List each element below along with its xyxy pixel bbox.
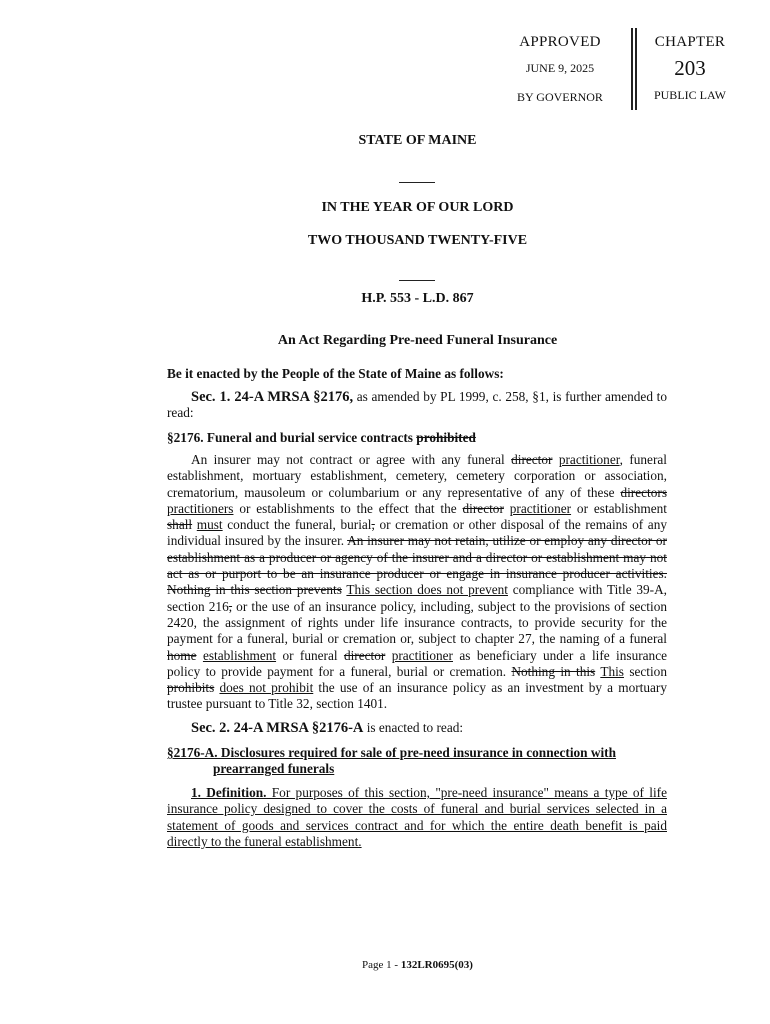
- section-2176-heading: §2176. Funeral and burial service contracts prohibited: [167, 430, 476, 445]
- section-1-text: as amended by PL 1999, c. 258, §1, is further amended to read:: [167, 389, 667, 421]
- section-2176A-heading: §2176-A. Disclosures required for sale of pre-need insurance in connection with prearranged funerals: [167, 745, 617, 777]
- section-2: [167, 720, 667, 736]
- act-title: An Act Regarding Pre-need Funeral Insurance: [277, 333, 558, 348]
- title-rule-2: [399, 280, 435, 281]
- state-title: STATE OF MAINE: [358, 133, 477, 148]
- document-id: 132LR0695(03): [400, 959, 473, 971]
- section-2-label: Sec. 2. 24-A MRSA §2176-A: [191, 720, 364, 736]
- bill-number: H.P. 553 - L.D. 867: [361, 291, 474, 306]
- header-divider-left: [631, 28, 633, 110]
- approved-label: APPROVED: [519, 34, 601, 50]
- chapter-block: [645, 34, 735, 103]
- section-2176A-definition: [167, 785, 667, 850]
- year-line-2: TWO THOUSAND TWENTY-FIVE: [307, 233, 528, 248]
- header-divider-right: [635, 28, 637, 110]
- approval-date: JUNE 9, 2025: [525, 61, 595, 75]
- law-type: PUBLIC LAW: [653, 88, 727, 102]
- struck-heading-word: prohibited: [416, 430, 476, 445]
- section-1: [167, 389, 667, 422]
- by-governor-label: BY GOVERNOR: [517, 90, 603, 104]
- page-footer: [0, 959, 770, 971]
- section-1-label: Sec. 1. 24-A MRSA §2176,: [191, 389, 354, 405]
- section-2176-paragraph: An insurer may not contract or agree with any funeral director practitioner, funeral establishment, mortuary establishment, cemetery, cemetery corporation or association, crematorium, mausoleum or columbarium or any representative of any of these directors practitioners or establishments to the effect that the director practitioner or establishment shall must conduct the funeral, burial, or cremation or other disposal of the remains of any individual insured by the insurer. An insurer may not retain, utilize or employ any director or establishment as a producer or agency of the insurer and a director or establishment may not act as or purport to be an insurance producer or engage in insurance producer activities. Nothing in this section prevents This section does not prevent compliance with Title 39-A, section 216, or the use of an insurance policy, including, subject to the provisions of section 2420, the assignment of rights under life insurance contracts, to provide security for the payment for a funeral, burial or cremation or, subject to chapter 27, the naming of a funeral home establishment or funeral director practitioner as beneficiary under a life insurance policy to provide payment for a funeral, burial or cremation. Nothing in this This section prohibits does not prohibit the use of an insurance policy as an investment by a mortuary trustee pursuant to Title 32, section 1401.: [167, 452, 668, 712]
- approval-block: [480, 34, 640, 105]
- chapter-label: CHAPTER: [654, 34, 726, 50]
- page-number: Page 1 -: [362, 959, 401, 971]
- year-line-1: IN THE YEAR OF OUR LORD: [321, 200, 514, 215]
- definition-label: 1. Definition.: [191, 785, 267, 800]
- definition-text: For purposes of this section, "pre-need insurance" means a type of life insurance policy designed to cover the costs of funeral and burial services selected in a statement of goods and services contract and for which the entire death benefit is paid directly to the funeral establishment.: [167, 785, 667, 849]
- title-rule-1: [399, 182, 435, 183]
- chapter-number: 203: [674, 56, 706, 80]
- enacting-clause: Be it enacted by the People of the State of Maine as follows:: [167, 366, 504, 381]
- section-2-text: is enacted to read:: [363, 720, 464, 735]
